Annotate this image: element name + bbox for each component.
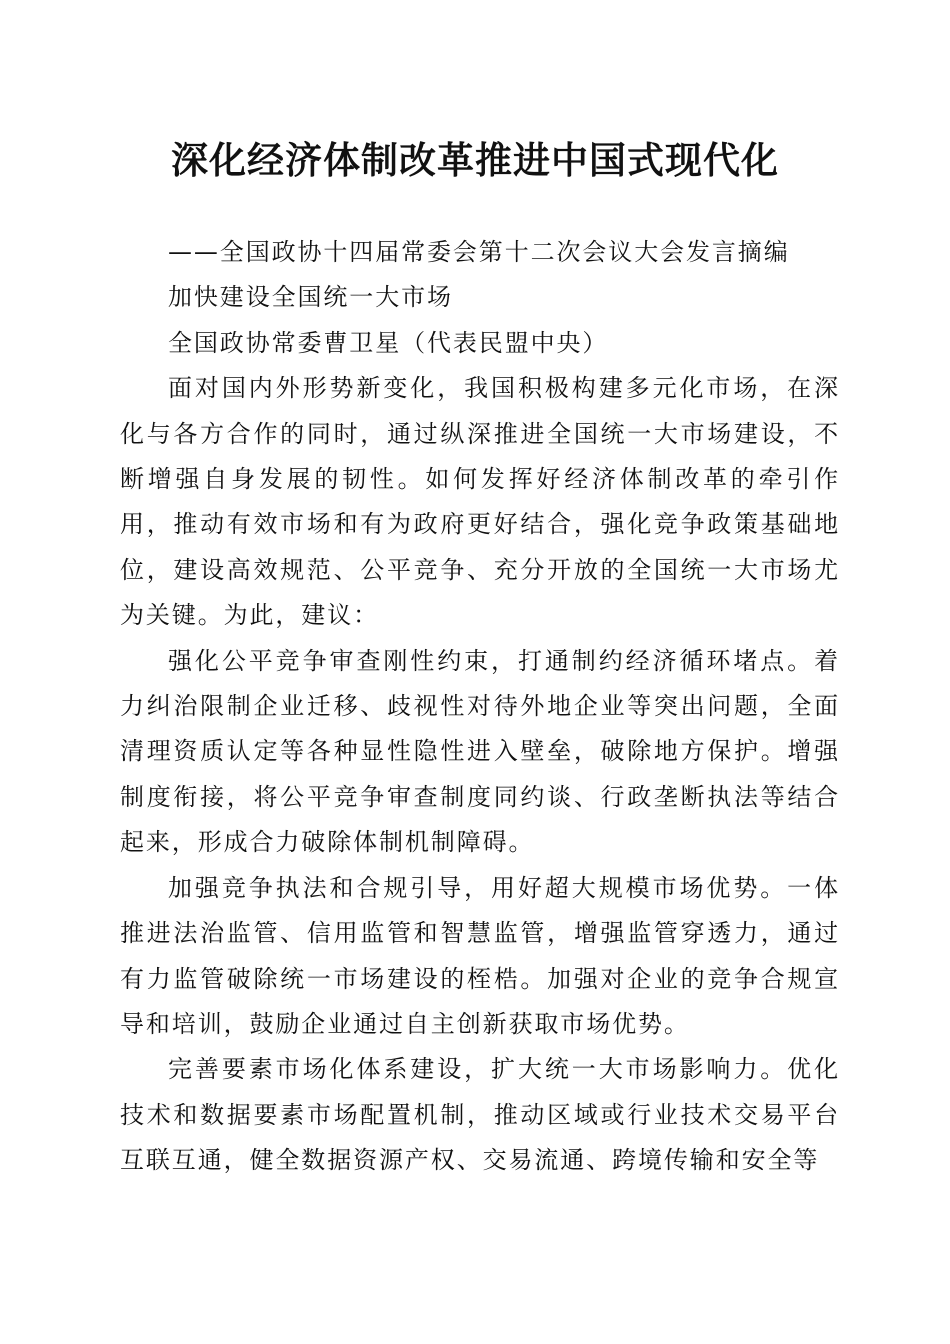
speaker-line: 全国政协常委曹卫星（代表民盟中央）	[168, 328, 609, 357]
paragraph-factor-market: 完善要素市场化体系建设，扩大统一大市场影响力。优化技术和数据要素市场配置机制，推动区域或行业技术交易平台互联互通，健全数据资源产权、交易流通、跨境传输和安全等	[120, 1055, 840, 1175]
document-body	[120, 230, 840, 1184]
document-title: 深化经济体制改革推进中国式现代化	[171, 138, 779, 182]
paragraph-enforcement: 加强竞争执法和合规引导，用好超大规模市场优势。一体推进法治监管、信用监管和智慧监管，增强监管穿透力，通过有力监管破除统一市场建设的桎梏。加强对企业的竞争合规宣导和培训，鼓励企业通过自主创新获取市场优势。	[120, 873, 840, 1038]
paragraph-intro: 面对国内外形势新变化，我国积极构建多元化市场，在深化与各方合作的同时，通过纵深推进全国统一大市场建设，不断增强自身发展的韧性。如何发挥好经济体制改革的牵引作用，推动有效市场和有为政府更好结合，强化竞争政策基础地位，建设高效规范、公平竞争、充分开放的全国统一大市场尤为关键。为此，建议：	[120, 374, 840, 630]
paragraph-fair-competition: 强化公平竞争审查刚性约束，打通制约经济循环堵点。着力纠治限制企业迁移、歧视性对待外地企业等突出问题，全面清理资质认定等各种显性隐性进入壁垒，破除地方保护。增强制度衔接，将公平竞争审查制度同约谈、行政垄断执法等结合起来，形成合力破除体制机制障碍。	[120, 646, 840, 857]
subtitle: ——全国政协十四届常委会第十二次会议大会发言摘编	[168, 238, 790, 266]
section-heading: 加快建设全国统一大市场	[168, 283, 453, 312]
